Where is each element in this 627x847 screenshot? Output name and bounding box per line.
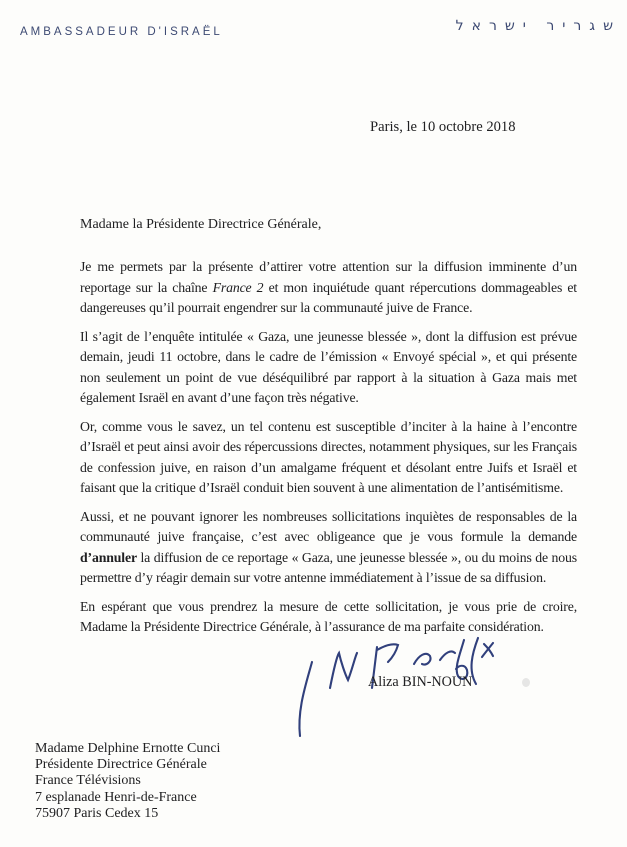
text-run: Il s’agit de l’enquête intitulée « Gaza, une jeunesse blessée », dont la diffusion est prévue demain, jeudi 11 octobre, dans le cadre de l’émission « Envoyé spécial », et qui présente non seulement un point de vue déséquilibré par rapport à la situation à Gaza mais met également Israël en avant d’une façon très négative. xyxy=(80,328,577,405)
text-run: En espérant que vous prendrez la mesure de cette sollicitation, je vous prie de croire, Madame la Présidente Directrice Générale, à l’assurance de ma parfaite considération. xyxy=(80,598,577,634)
recipient-city: 75907 Paris Cedex 15 xyxy=(35,805,159,821)
paragraph xyxy=(80,507,577,589)
signature-block xyxy=(286,630,506,745)
recipient-name: Madame Delphine Ernotte Cunci xyxy=(35,741,221,756)
text-run: Or, comme vous le savez, un tel contenu est susceptible d’inciter à la haine à l’encontre d’Israël et peut ainsi avoir des répercussions directes, notamment physiques, sur les Français de confession juive, en raison d’un amalgame fréquent et désolant entre Juifs et Israël et faisant que la critique d’Israël conduit bien souvent à une alimentation de l’antisémitisme. xyxy=(80,418,578,495)
paragraph xyxy=(80,327,577,409)
text-run: Aussi, et ne pouvant ignorer les nombreuses sollicitations inquiètes de responsables de la communauté juive française, c’est avec obligeance que je vous formule la demande xyxy=(80,508,577,544)
recipient-company: France Télévisions xyxy=(35,773,141,789)
recipient-address xyxy=(35,741,220,822)
text-run: la diffusion de ce reportage « Gaza, une jeunesse blessée », ou du moins de nous permettre d’y réagir demain sur votre antenne immédiatement à l’issue de sa diffusion. xyxy=(80,549,577,585)
date-line: Paris, le 10 octobre 2018 xyxy=(370,119,516,135)
text-run: Je me permets par la présente d’attirer votre attention sur la diffusion imminente d’un reportage sur la chaîne xyxy=(80,259,577,295)
text-run: et mon inquiétude quant répercutions dommageables et dangereuses qu’il pourrait engendrer sur la communauté juive de France. xyxy=(80,279,577,315)
recipient-title: Présidente Directrice Générale xyxy=(35,757,207,773)
letterhead-title-hebrew: שגריר ישראל xyxy=(455,18,621,34)
text-run-bold: d’annuler xyxy=(80,549,137,565)
recipient-street: 7 esplanade Henri-de-France xyxy=(35,789,197,805)
letter-body xyxy=(80,257,577,646)
scan-smudge xyxy=(522,678,530,687)
salutation: Madame la Présidente Directrice Générale, xyxy=(80,217,322,232)
text-run-italic: France 2 xyxy=(212,279,264,295)
letterhead-title-french: AMBASSADEUR D'ISRAËL xyxy=(20,26,223,38)
paragraph xyxy=(80,417,577,499)
paragraph xyxy=(80,257,577,319)
signature-name: Aliza BIN-NOUN xyxy=(368,674,473,690)
